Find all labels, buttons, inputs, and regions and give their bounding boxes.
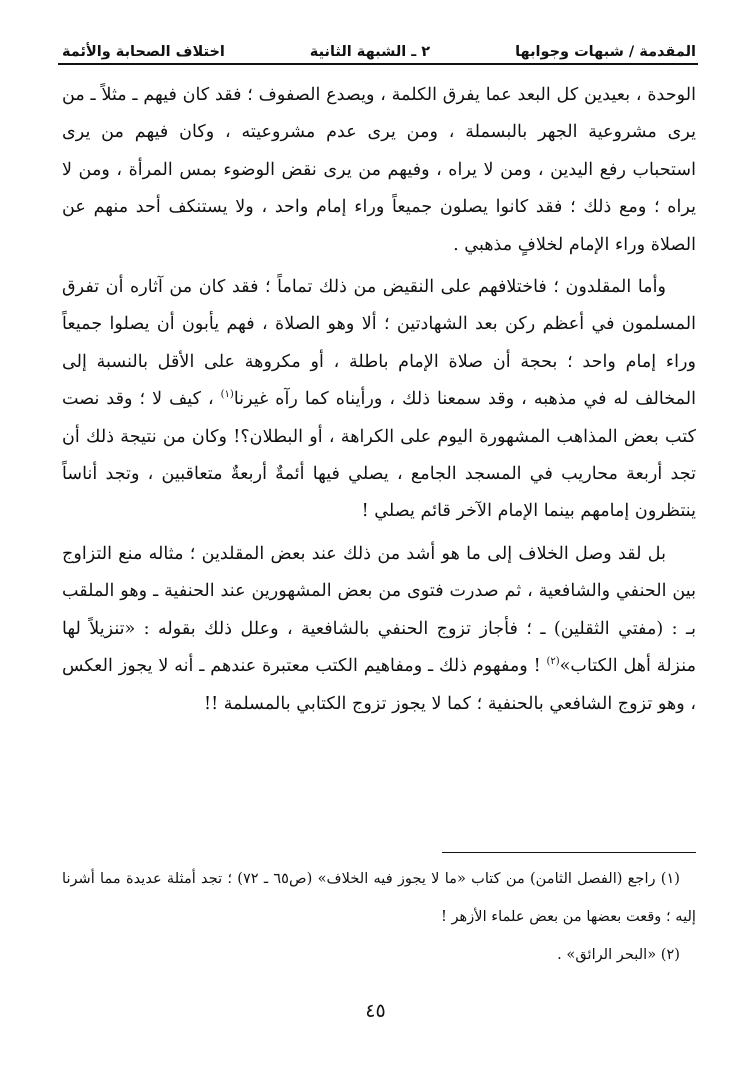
running-header (62, 30, 696, 60)
footnote-2: (٢) «البحر الرائق» . (557, 946, 680, 963)
paragraph-1 (62, 77, 696, 264)
header-topic-title: اختلاف الصحابة والأئمة (62, 44, 225, 60)
footnote-ref-1[interactable]: (١) (220, 389, 234, 401)
footnotes (62, 860, 696, 974)
header-section-title: ٢ ـ الشبهة الثانية (309, 44, 431, 60)
paragraph-2 (62, 269, 696, 531)
paragraph-3-text-start: بل لقد وصل الخلاف إلى ما هو أشد من ذلك عند بعض المقلدين ؛ مثاله منع التزاوج بين الحنفي والشافعية ، ثم صدرت فتوى من بعض المشهورين عند الحنفية ـ وهو الملقب بـ : (مفتي الثقلين) ـ ؛ فأجاز تزوج الحنفي بالشافعية ، وعلل ذلك بقوله : «تنزيلاً لها منزلة أهل الكتاب» (62, 543, 697, 677)
paragraph-3-text-end: ! ومفهوم ذلك ـ ومفاهيم الكتب معتبرة عندهم ـ أنه لا يجوز العكس ، وهو تزوج الشافعي بالحنفية ؛ كما لا يجوز تزوج الكتابي بالمسلمة !! (62, 656, 696, 714)
header-chapter-title: المقدمة / شبهات وجوابها (515, 44, 696, 60)
header-divider (58, 63, 698, 65)
footnote-ref-2[interactable]: (٢) (546, 656, 560, 668)
paragraph-3 (62, 536, 696, 723)
paragraph-2-text-end: ، كيف لا ؛ وقد نصت كتب بعض المذاهب المشهورة اليوم على الكراهة ، أو البطلان؟! وكان من نتيجة ذلك أن تجد أربعة محاريب في المسجد الجامع ، يصلي فيها أئمةٌ أربعةٌ متعاقبين ، وتجد أناساً ينتظرون إمامهم بينما الإمام الآخر قائم يصلي ! (62, 389, 696, 522)
footnote-1: (١) راجع (الفصل الثامن) من كتاب «ما لا يجوز فيه الخلاف» (ص٦٥ ـ ٧٢) ؛ تجد أمثلة عديدة مما أشرنا إليه ؛ وقعت بعضها من بعض علماء الأزهر ! (62, 870, 696, 925)
page-number: ٤٥ (365, 1000, 386, 1022)
paragraph-1-text: الوحدة ، بعيدين كل البعد عما يفرق الكلمة ، ويصدع الصفوف ؛ فقد كان فيهم ـ مثلاً ـ من يرى مشروعية الجهر بالبسملة ، ومن يرى عدم مشروعيته ، وكان فيهم من يرى استحباب رفع اليدين ، ومن لا يراه ، وفيهم من يرى نقض الوضوء بمس المرأة ، ومن لا يراه ؛ ومع ذلك ؛ فقد كانوا يصلون جميعاً وراء إمام واحد ، ولا يستنكف أحد منهم عن الصلاة وراء الإمام لخلافٍ مذهبي . (62, 85, 696, 255)
footnote-divider (442, 852, 696, 853)
paragraph-2-text-start: وأما المقلدون ؛ فاختلافهم على النقيض من ذلك تماماً ؛ فقد كان من آثاره أن تفرق المسلمون في أعظم ركن بعد الشهادتين ؛ ألا وهو الصلاة ، فهم يأبون أن يصلوا جميعاً وراء إمام واحد ؛ بحجة أن صلاة الإمام باطلة ، أو مكروهة على الأقل بالنسبة إلى المخالف له في مذهبه ، وقد سمعنا ذلك ، ورأيناه كما رآه غيرنا (62, 277, 696, 410)
main-text (62, 77, 696, 723)
